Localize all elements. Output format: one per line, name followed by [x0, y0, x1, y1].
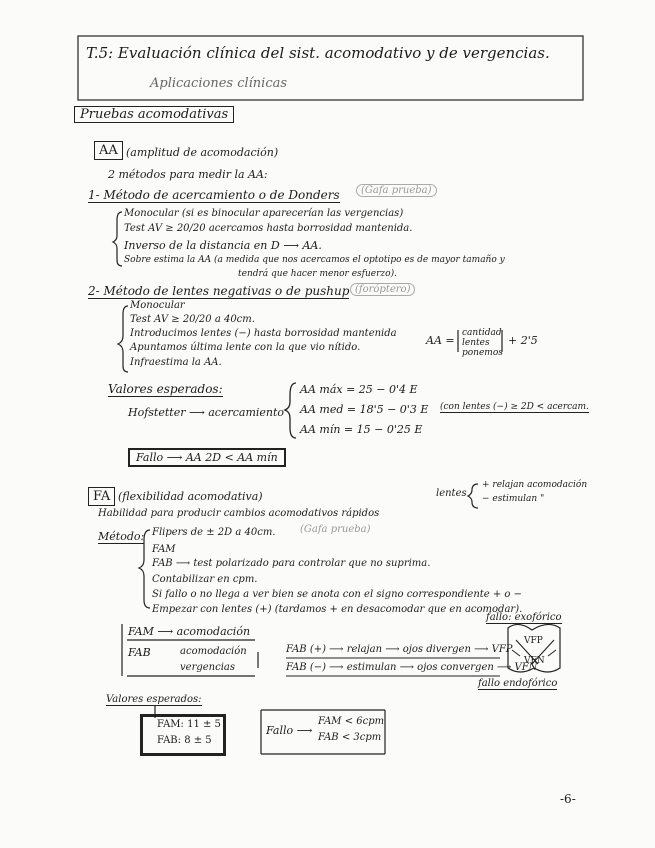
- formula-lhs: AA =: [426, 334, 455, 347]
- fa-fallo-fab: FAB < 3cpm: [318, 732, 382, 743]
- fa-fallo-fam: FAM < 6cpm: [318, 716, 385, 727]
- aa-m2-line-4: Apuntamos última lente con la que vio nítido.: [130, 342, 361, 353]
- fallo-endoforico: fallo endofórico: [478, 678, 558, 689]
- formula-den: ponemos: [462, 348, 503, 358]
- fa-metodo-line-4: Contabilizar en cpm.: [152, 574, 258, 585]
- aa-m2-line-1: Monocular: [130, 300, 185, 311]
- aa-hofstetter: Hofstetter ⟶ acercamiento: [128, 406, 285, 419]
- aa-metodos-intro: 2 métodos para medir la AA:: [108, 168, 268, 181]
- fa-valores-box: [140, 714, 226, 756]
- aa-hof-max: AA máx = 25 − 0'4 E: [300, 383, 418, 396]
- formula-rhs: + 2'5: [508, 334, 538, 347]
- fa-lentes-label: lentes: [436, 488, 467, 499]
- fa-def: Habilidad para producir cambios acomodativos rápidos: [98, 508, 380, 519]
- aa-m1-line-4: Sobre estima la AA (a medida que nos acercamos el optotipo es de mayor tamaño y: [124, 255, 505, 265]
- aa-label: AA: [94, 141, 123, 160]
- fa-metodo-line-5: Si fallo o no llega a ver bien se anota con el signo correspondiente + o −: [152, 589, 523, 600]
- valores-fam: FAM: 11 ± 5: [157, 719, 221, 730]
- fab-label: FAB: [128, 646, 151, 659]
- fa-metodo-line-1: Flipers de ± 2D a 40cm.: [152, 527, 276, 538]
- fam-label: FAM ⟶ acomodación: [128, 625, 251, 638]
- eyes-vfp: VFP: [524, 636, 543, 646]
- fa-fallo-label: Fallo ⟶: [266, 724, 313, 737]
- fa-metodo-line-6: Empezar con lentes (+) (tardamos + en desacomodar que en acomodar).: [152, 604, 523, 615]
- aa-m2-title: 2- Método de lentes negativas o de pushup: [88, 284, 350, 298]
- fa-desc: (flexibilidad acomodativa): [118, 490, 263, 503]
- fab-sub-acomodacion: acomodación: [180, 646, 247, 657]
- title-line1: T.5: Evaluación clínica del sist. acomodativo y de vergencias.: [86, 44, 550, 62]
- aa-desc: (amplitud de acomodación): [126, 146, 279, 159]
- page-number: -6-: [560, 792, 576, 806]
- fa-lentes-plus: + relajan acomodación: [482, 480, 588, 490]
- fallo-exoforico: fallo: exofórico: [486, 612, 562, 623]
- aa-m2-line-3: Introducimos lentes (−) hasta borrosidad mantenida: [130, 328, 397, 339]
- fa-lentes-minus: − estimulan ": [482, 494, 545, 504]
- formula-num: cantidad lentes: [462, 328, 502, 348]
- fab-minus: FAB (−) ⟶ estimulan ⟶ ojos convergen ⟶ VFN: [286, 662, 538, 673]
- aa-hof-note: (con lentes (−) ≥ 2D < acercam.: [440, 402, 589, 412]
- aa-m1-line-1: Monocular (si es binocular aparecerían las vergencias): [124, 208, 404, 219]
- aa-valores-title: Valores esperados:: [108, 382, 223, 396]
- fa-metodo-line-3: FAB ⟶ test polarizado para controlar que no suprima.: [152, 558, 431, 569]
- aa-hof-min: AA mín = 15 − 0'25 E: [300, 423, 423, 436]
- fa-metodo-note: (Gafa prueba): [300, 524, 371, 535]
- aa-hof-med: AA med = 18'5 − 0'3 E: [300, 403, 429, 416]
- valores-fab: FAB: 8 ± 5: [157, 735, 212, 746]
- fab-sub-vergencias: vergencias: [180, 662, 235, 673]
- fa-label: FA: [88, 487, 115, 506]
- title-line2: Aplicaciones clínicas: [150, 76, 288, 91]
- fa-metodo-line-2: FAM: [152, 544, 176, 555]
- aa-m2-note: (foróptero): [350, 283, 415, 296]
- eyes-vfn: VFN: [524, 656, 545, 666]
- fa-metodo-label: Método:: [98, 530, 145, 543]
- aa-m1-title: 1- Método de acercamiento o de Donders: [88, 188, 340, 202]
- aa-m1-note: (Gafa prueba): [356, 184, 437, 197]
- fab-plus: FAB (+) ⟶ relajan ⟶ ojos divergen ⟶ VFP: [286, 644, 513, 655]
- fa-valores-label: Valores esperados:: [106, 694, 202, 705]
- aa-fallo-box: Fallo ⟶ AA 2D < AA mín: [128, 448, 286, 467]
- aa-m1-line-2: Test AV ≥ 20/20 acercamos hasta borrosidad mantenida.: [124, 223, 413, 234]
- aa-m1-line-3: Inverso de la distancia en D ⟶ AA.: [124, 239, 322, 252]
- aa-m2-line-2: Test AV ≥ 20/20 a 40cm.: [130, 314, 255, 325]
- aa-m1-line-5: tendrá que hacer menor esfuerzo).: [238, 269, 397, 279]
- aa-m2-line-5: Infraestima la AA.: [130, 357, 222, 368]
- section-heading-pruebas: Pruebas acomodativas: [74, 106, 234, 123]
